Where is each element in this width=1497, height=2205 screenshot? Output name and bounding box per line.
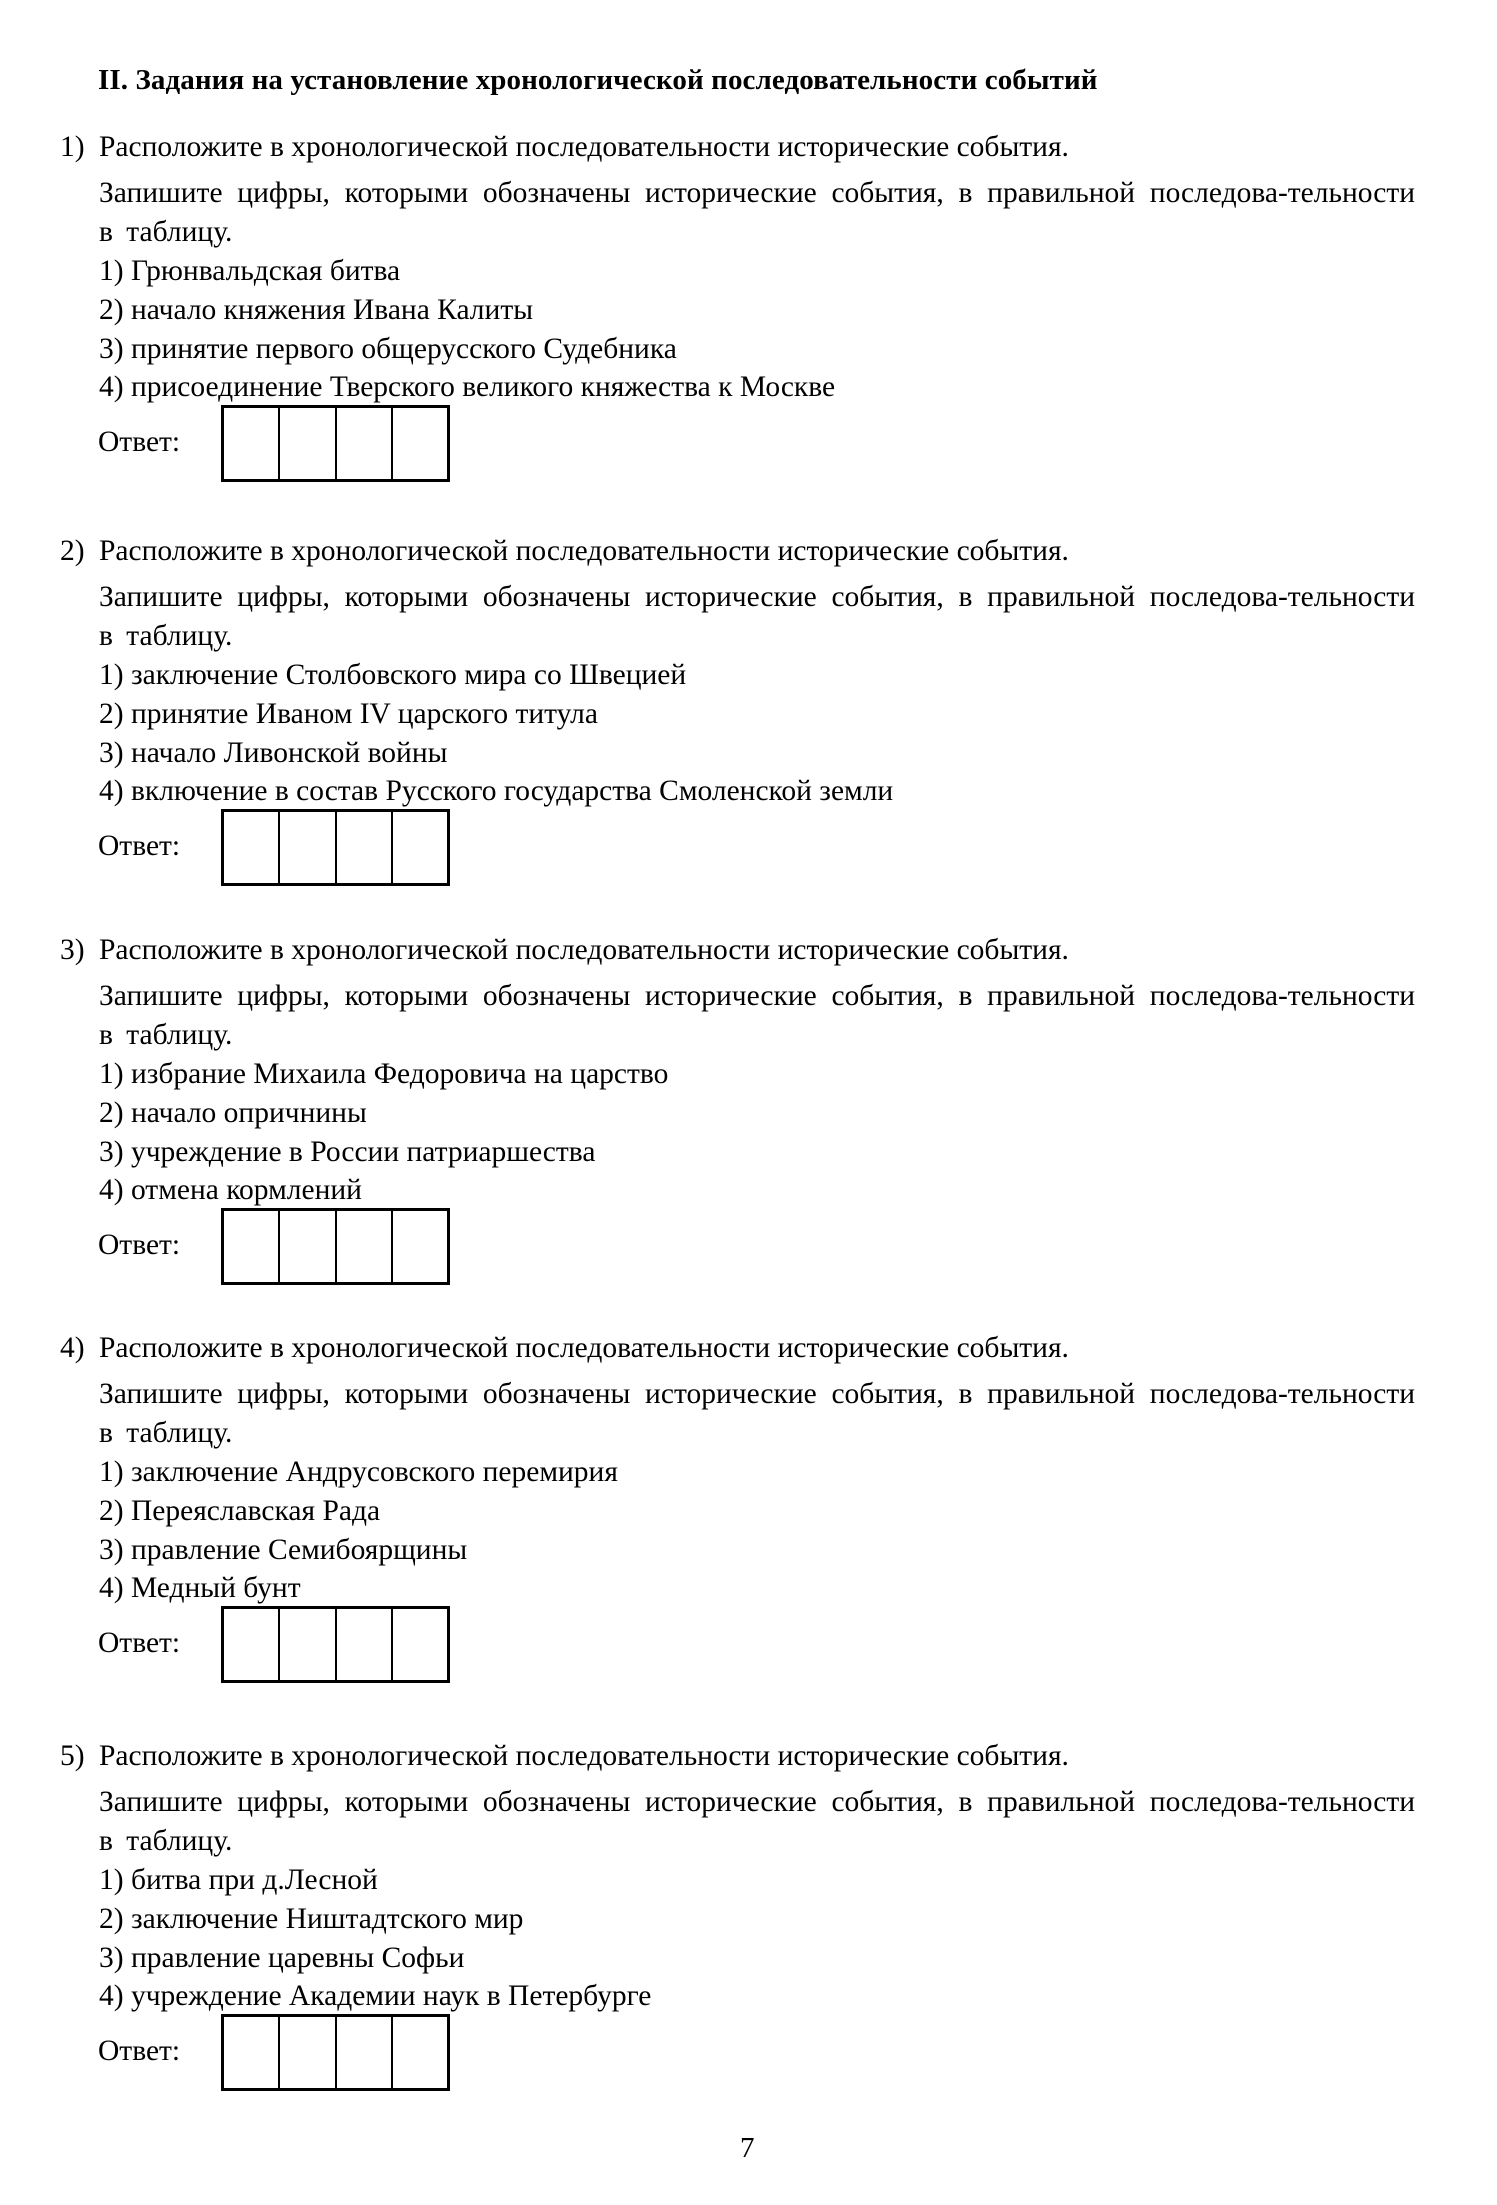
answer-label: Ответ: [98,830,181,862]
event-item: 3) начало Ливонской войны [99,736,448,769]
task-instruction: Запишите цифры, которыми обозначены исторические события, в правильной последова-тельности в таблицу. [99,980,1415,1051]
task-instruction: Запишите цифры, которыми обозначены исторические события, в правильной последова-тельности в таблицу. [99,1378,1415,1449]
event-item: 3) правление Семибоярщины [99,1533,468,1566]
answer-cell-2[interactable] [280,1211,336,1282]
answer-box[interactable] [221,809,450,886]
event-item: 4) включение в состав Русского государства Смоленской земли [99,775,894,808]
answer-cell-2[interactable] [280,2017,336,2088]
answer-cell-4[interactable] [393,1211,447,1282]
event-item: 3) учреждение в России патриаршества [99,1135,596,1168]
task-prompt-text: Расположите в хронологической последовательности исторические события. [99,535,1069,567]
event-item: 1) заключение Столбовского мира со Швецией [99,659,687,691]
task-number: 2) [60,535,85,567]
section-title: II. Задания на установление хронологической последовательности событий [98,64,1098,96]
task-prompt-text: Расположите в хронологической последовательности исторические события. [99,1332,1069,1364]
event-item: 4) Медный бунт [99,1572,301,1605]
answer-cell-4[interactable] [393,2017,447,2088]
answer-cell-3[interactable] [337,1609,393,1680]
task-prompt [60,1329,1069,1367]
answer-label: Ответ: [98,2035,181,2067]
answer-cell-1[interactable] [224,408,280,479]
answer-cell-2[interactable] [280,812,336,883]
task-1 [0,128,1497,528]
task-5 [0,1737,1497,2137]
event-item: 3) правление царевны Софьи [99,1941,465,1974]
task-instruction: Запишите цифры, которыми обозначены исторические события, в правильной последова-тельности в таблицу. [99,581,1415,652]
answer-cell-4[interactable] [393,408,447,479]
answer-box[interactable] [221,1606,450,1683]
task-number: 3) [60,934,85,966]
task-number: 4) [60,1332,85,1364]
task-prompt-text: Расположите в хронологической последовательности исторические события. [99,934,1069,966]
event-item: 1) избрание Михаила Федоровича на царство [99,1058,669,1090]
answer-cell-1[interactable] [224,812,280,883]
event-list [99,1453,618,1608]
answer-cell-3[interactable] [337,2017,393,2088]
answer-cell-4[interactable] [393,812,447,883]
answer-cell-3[interactable] [337,408,393,479]
task-prompt-text: Расположите в хронологической последовательности исторические события. [99,131,1069,163]
event-item: 3) принятие первого общерусского Судебника [99,332,677,365]
answer-box[interactable] [221,2014,450,2091]
task-prompt [60,532,1069,570]
event-item: 1) заключение Андрусовского перемирия [99,1456,618,1488]
answer-cell-4[interactable] [393,1609,447,1680]
answer-cell-2[interactable] [280,408,336,479]
event-list [99,1861,651,2016]
task-prompt [60,931,1069,969]
task-2 [0,532,1497,932]
event-item: 2) Переяславская Рада [99,1494,381,1527]
answer-cell-1[interactable] [224,1609,280,1680]
task-number: 5) [60,1740,85,1772]
event-item: 2) начало княжения Ивана Калиты [99,293,534,326]
task-4 [0,1329,1497,1729]
event-list [99,252,835,407]
task-3 [0,931,1497,1331]
task-number: 1) [60,131,85,163]
task-prompt [60,1737,1069,1775]
answer-label: Ответ: [98,1627,181,1659]
answer-cell-3[interactable] [337,812,393,883]
answer-label: Ответ: [98,426,181,458]
event-list [99,1055,668,1210]
answer-cell-3[interactable] [337,1211,393,1282]
event-item: 2) заключение Ништадтского мир [99,1902,524,1935]
event-item: 2) начало опричнины [99,1096,367,1129]
event-list [99,656,893,811]
task-instruction: Запишите цифры, которыми обозначены исторические события, в правильной последова-тельности в таблицу. [99,177,1415,248]
answer-box[interactable] [221,1208,450,1285]
event-item: 4) учреждение Академии наук в Петербурге [99,1980,652,2013]
event-item: 4) присоединение Тверского великого княжества к Москве [99,371,836,404]
event-item: 1) Грюнвальдская битва [99,255,401,287]
page-number: 7 [740,2132,755,2164]
event-item: 2) принятие Иваном IV царского титула [99,697,598,730]
answer-box[interactable] [221,405,450,482]
event-item: 1) битва при д.Лесной [99,1864,378,1896]
answer-cell-1[interactable] [224,1211,280,1282]
answer-cell-2[interactable] [280,1609,336,1680]
event-item: 4) отмена кормлений [99,1174,362,1207]
answer-cell-1[interactable] [224,2017,280,2088]
answer-label: Ответ: [98,1229,181,1261]
task-instruction: Запишите цифры, которыми обозначены исторические события, в правильной последова-тельности в таблицу. [99,1786,1415,1857]
task-prompt [60,128,1069,166]
task-prompt-text: Расположите в хронологической последовательности исторические события. [99,1740,1069,1772]
